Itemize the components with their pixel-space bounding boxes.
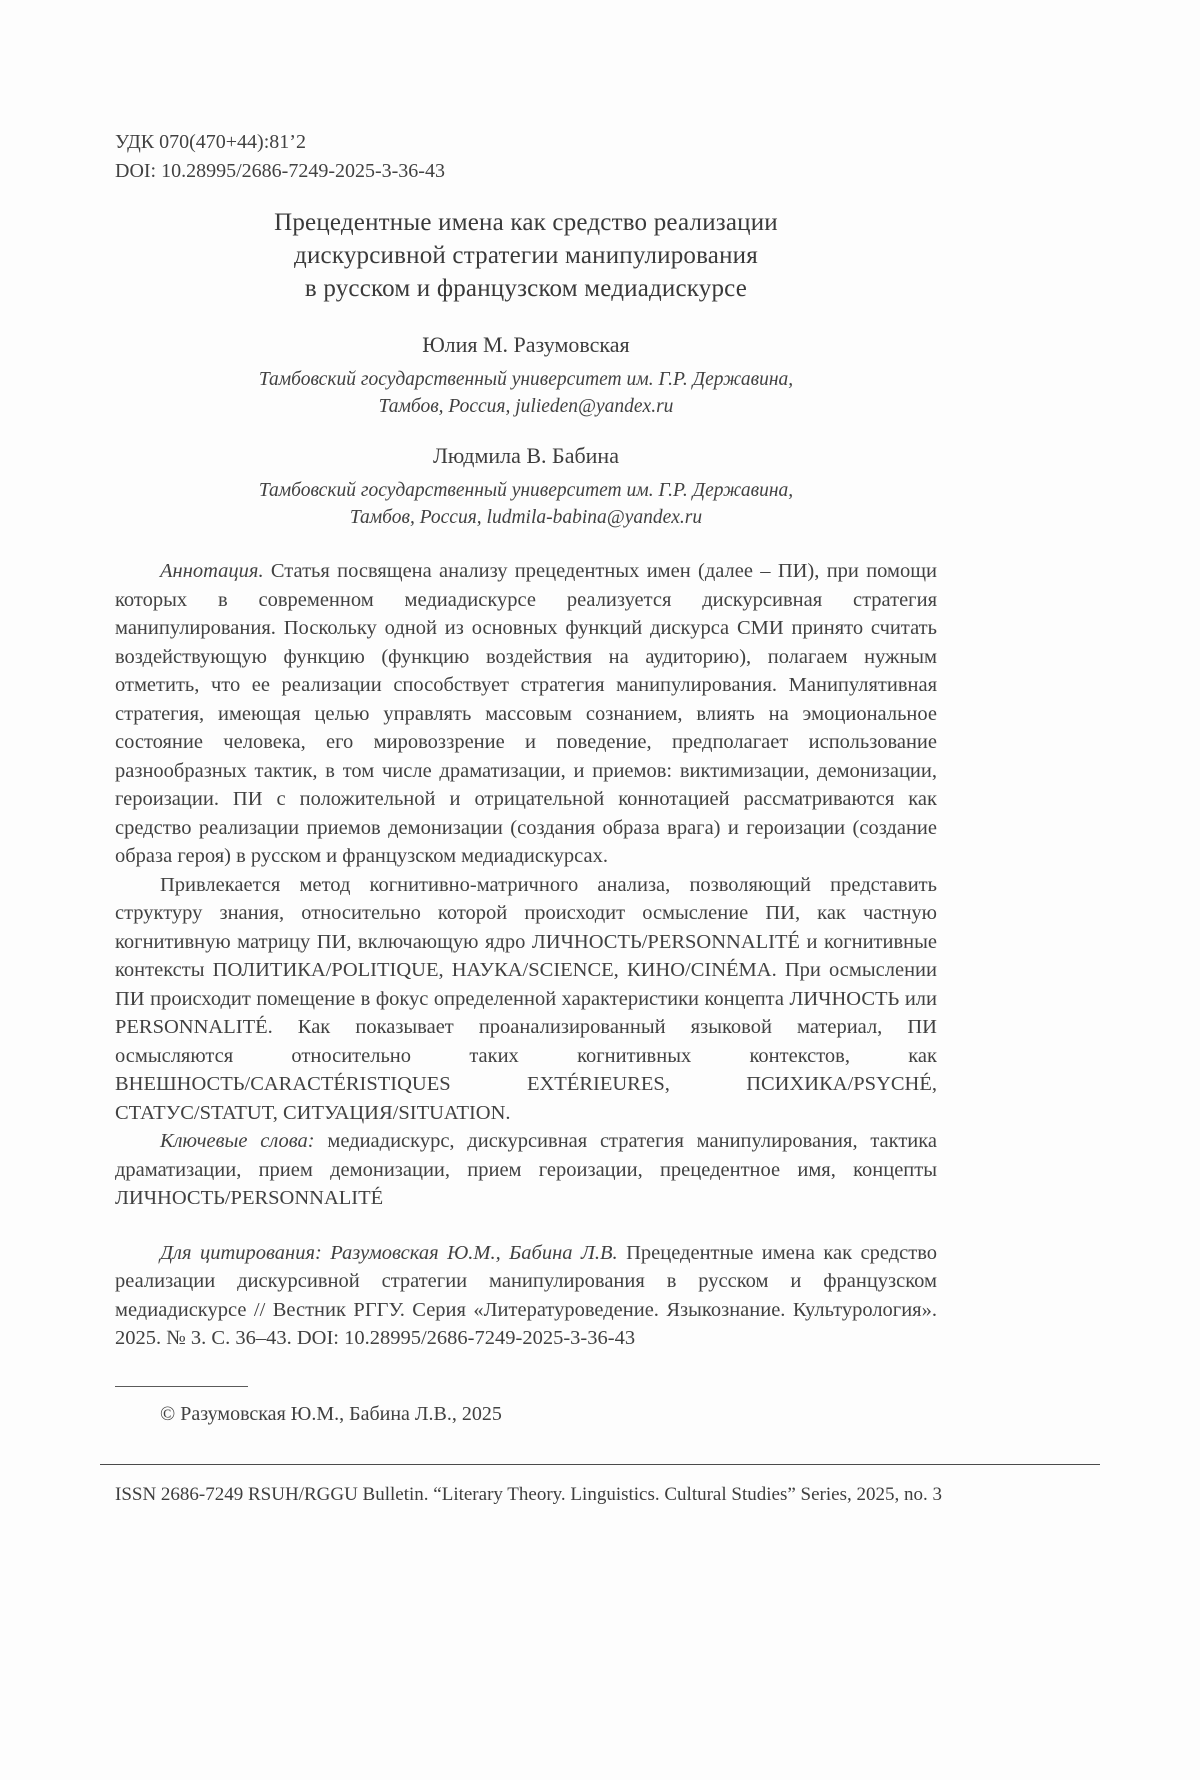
author-block-1 bbox=[115, 331, 937, 420]
author-affiliation: Тамбовский государственный университет им. Г.Р. Державина, bbox=[258, 369, 794, 390]
copyright-line: © Разумовская Ю.М., Бабина Л.В., 2025 bbox=[160, 1403, 502, 1425]
citation-text: Прецедентные имена как средство реализации дискурсивной стратегии манипулирования в русском и французском медиадискурсе // Вестник РГГУ. Серия «Литературоведение. Языкознание. Культурология». 2025. № 3. С. 36–43. DOI: 10.28995/2686-7249-2025-3-36-43 bbox=[115, 1241, 938, 1349]
author-block-2 bbox=[115, 442, 937, 531]
article-title-line-1: Прецедентные имена как средство реализации bbox=[274, 209, 778, 236]
citation-section bbox=[115, 1239, 937, 1353]
article-title-line-3: в русском и французском медиадискурсе bbox=[304, 275, 748, 302]
citation-label: Для цитирования: bbox=[160, 1241, 322, 1264]
udc-number: УДК 070(470+44):81’2 bbox=[115, 131, 306, 153]
author-affiliation: Тамбовский государственный университет им. Г.Р. Державина, bbox=[258, 480, 794, 501]
keywords-label: Ключевые слова: bbox=[160, 1130, 315, 1152]
doi-number: DOI: 10.28995/2686-7249-2025-3-36-43 bbox=[115, 160, 445, 182]
abstract-text-1: Статья посвящена анализу прецедентных имен (далее – ПИ), при помощи которых в современном медиадискурсе реализуется дискурсивная стратегия манипулирования. Поскольку одной из основных функций дискурса СМИ принято считать воздействующую функцию (функцию воздействия на аудиторию), полагаем нужным отметить, что ее реализации способствует стратегия манипулирования. Манипулятивная стратегия, имеющая целью управлять массовым сознанием, влиять на эмоциональное состояние человека, его мировоззрение и поведение, предполагает использование разнообразных тактик, в том числе драматизации, и приемов: виктимизации, демонизации, героизации. ПИ с положительной и отрицательной коннотацией рассматриваются как средство реализации приемов демонизации (создания образа врага) и героизации (создание образа героя) в русском и французском медиадискурсах. bbox=[115, 560, 937, 867]
article-content bbox=[115, 128, 937, 1353]
abstract-paragraph-2: Привлекается метод когнитивно-матричного анализа, позволяющий представить структуру знания, относительно которой происходит осмысление ПИ, как частную когнитивную матрицу ПИ, включающую ядро ЛИЧНОСТЬ/PERSONNALITÉ и когнитивные контексты ПОЛИТИКА/POLITIQUE, НАУКА/SCIENCE, КИНО/CINÉMA. При осмыслении ПИ происходит помещение в фокус определенной характеристики концепта ЛИЧНОСТЬ или PERSONNALITÉ. Как показывает проанализированный языковой материал, ПИ осмысляются относительно таких когнитивных контекстов, как ВНЕШНОСТЬ/CARACTÉRISTIQUES EXTÉRIEURES, ПСИХИКА/PSYCHÉ, СТАТУС/STATUT, СИТУАЦИЯ/SITUATION. bbox=[115, 873, 937, 1124]
abstract-label: Аннотация. bbox=[160, 560, 264, 582]
footnote-block bbox=[115, 1386, 937, 1428]
author-location-email: Тамбов, Россия, julieden@yandex.ru bbox=[378, 396, 674, 417]
abstract-paragraph-1 bbox=[115, 557, 937, 871]
citation-authors: Разумовская Ю.М., Бабина Л.В. bbox=[330, 1241, 618, 1264]
article-title bbox=[115, 206, 937, 305]
author-name: Людмила В. Бабина bbox=[433, 443, 619, 468]
abstract-section bbox=[115, 557, 937, 1213]
footer-divider bbox=[100, 1464, 1100, 1465]
article-title-line-2: дискурсивной стратегии манипулирования bbox=[294, 242, 758, 269]
author-location-email: Тамбов, Россия, ludmila-babina@yandex.ru bbox=[349, 507, 703, 528]
citation-paragraph bbox=[115, 1239, 937, 1353]
author-name: Юлия М. Разумовская bbox=[422, 332, 630, 357]
keywords-text: медиадискурс, дискурсивная стратегия манипулирования, тактика драматизации, прием демонизации, прием героизации, прецедентное имя, концепты ЛИЧНОСТЬ/PERSONNALITÉ bbox=[115, 1130, 937, 1209]
article-meta bbox=[115, 128, 937, 186]
footnote-divider bbox=[115, 1386, 248, 1387]
footer-issn-line: ISSN 2686-7249 RSUH/RGGU Bulletin. “Literary Theory. Linguistics. Cultural Studies” Series, 2025, no. 3 bbox=[115, 1484, 942, 1505]
keywords-paragraph bbox=[115, 1127, 937, 1213]
